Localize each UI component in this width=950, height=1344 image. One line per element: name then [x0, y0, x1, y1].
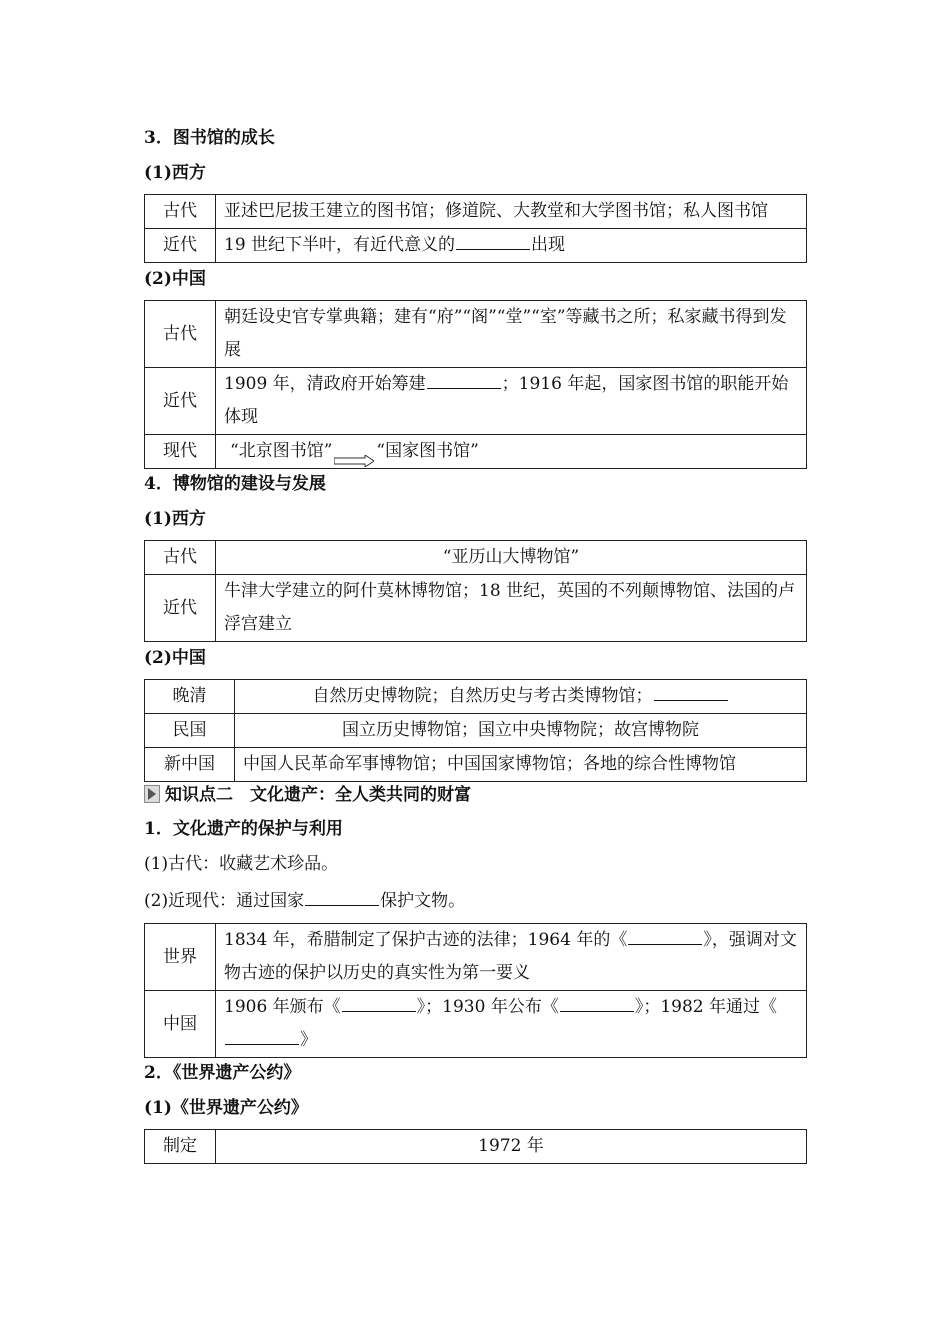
row-content: 牛津大学建立的阿什莫林博物馆；18 世纪，英国的不列颠博物馆、法国的卢浮宫建立	[216, 575, 807, 642]
row-content: “亚历山大博物馆”	[216, 541, 807, 575]
fill-blank[interactable]	[225, 1028, 299, 1045]
library-china-table	[144, 300, 807, 469]
row-label: 近代	[145, 575, 216, 642]
table-row	[145, 301, 807, 368]
kp2-section-2-subtitle: (1)《世界遗产公约》	[144, 1098, 308, 1118]
section-3-west-label: (1)西方	[144, 163, 206, 183]
kp2-section-1-title: 1．文化遗产的保护与利用	[144, 819, 343, 839]
row-label: 古代	[145, 301, 216, 368]
row-content: “北京图书馆” “国家图书馆”	[216, 435, 807, 469]
section-4-china-label: (2)中国	[144, 648, 206, 668]
table-row	[145, 368, 807, 435]
library-west-table	[144, 194, 807, 263]
table-row	[145, 748, 807, 782]
table-row	[145, 924, 807, 991]
kp2-section-2-title: 2．《世界遗产公约》	[144, 1063, 301, 1083]
row-label: 近代	[145, 229, 216, 263]
fill-blank[interactable]	[628, 928, 702, 945]
modern-protection-text: (2)近现代：通过国家 保护文物。	[144, 891, 466, 911]
fill-blank[interactable]	[427, 372, 501, 389]
table-row	[145, 435, 807, 469]
row-content: 亚述巴尼拔王建立的图书馆；修道院、大教堂和大学图书馆；私人图书馆	[216, 195, 807, 229]
row-content: 1972 年	[216, 1130, 807, 1164]
fill-blank[interactable]	[654, 684, 728, 701]
section-3-title: 3．图书馆的成长	[144, 128, 275, 148]
fill-blank[interactable]	[456, 233, 530, 250]
row-label: 晚清	[145, 680, 235, 714]
row-label: 古代	[145, 541, 216, 575]
row-content: 中国人民革命军事博物馆；中国国家博物馆；各地的综合性博物馆	[235, 748, 807, 782]
section-4-west-label: (1)西方	[144, 509, 206, 529]
fill-blank[interactable]	[560, 995, 634, 1012]
row-label: 新中国	[145, 748, 235, 782]
heritage-protection-table	[144, 923, 807, 1058]
table-row	[145, 541, 807, 575]
table-row	[145, 991, 807, 1058]
heritage-convention-table	[144, 1129, 807, 1164]
row-content: 国立历史博物馆；国立中央博物院；故宫博物院	[235, 714, 807, 748]
play-triangle-icon	[144, 785, 160, 803]
row-label: 现代	[145, 435, 216, 469]
right-arrow-icon	[334, 446, 374, 458]
table-row	[145, 714, 807, 748]
fill-blank[interactable]	[305, 889, 379, 906]
row-content: 1909 年，清政府开始筹建 ；1916 年起，国家图书馆的职能开始体现	[216, 368, 807, 435]
row-label: 世界	[145, 924, 216, 991]
row-label: 古代	[145, 195, 216, 229]
knowledge-point-2-title: 知识点二 文化遗产：全人类共同的财富	[144, 785, 807, 805]
row-content: 1834 年，希腊制定了保护古迹的法律；1964 年的《 》，强调对文物古迹的保护以历史的真实性为第一要义	[216, 924, 807, 991]
row-label: 近代	[145, 368, 216, 435]
row-content: 19 世纪下半叶，有近代意义的 出现	[216, 229, 807, 263]
table-row	[145, 229, 807, 263]
table-row	[145, 680, 807, 714]
fill-blank[interactable]	[342, 995, 416, 1012]
ancient-protection-text: (1)古代：收藏艺术珍品。	[144, 854, 339, 874]
row-label: 民国	[145, 714, 235, 748]
row-label: 中国	[145, 991, 216, 1058]
row-content: 自然历史博物院；自然历史与考古类博物馆；	[235, 680, 807, 714]
museum-china-table	[144, 679, 807, 782]
row-content: 朝廷设史官专掌典籍；建有“府”“阁”“堂”“室”等藏书之所；私家藏书得到发展	[216, 301, 807, 368]
row-label: 制定	[145, 1130, 216, 1164]
section-3-china-label: (2)中国	[144, 269, 206, 289]
document-page	[144, 120, 807, 1164]
row-content: 1906 年颁布《 》；1930 年公布《 》；1982 年通过《》	[216, 991, 807, 1058]
museum-west-table	[144, 540, 807, 642]
table-row	[145, 575, 807, 642]
section-4-title: 4．博物馆的建设与发展	[144, 474, 326, 494]
table-row	[145, 1130, 807, 1164]
table-row	[145, 195, 807, 229]
